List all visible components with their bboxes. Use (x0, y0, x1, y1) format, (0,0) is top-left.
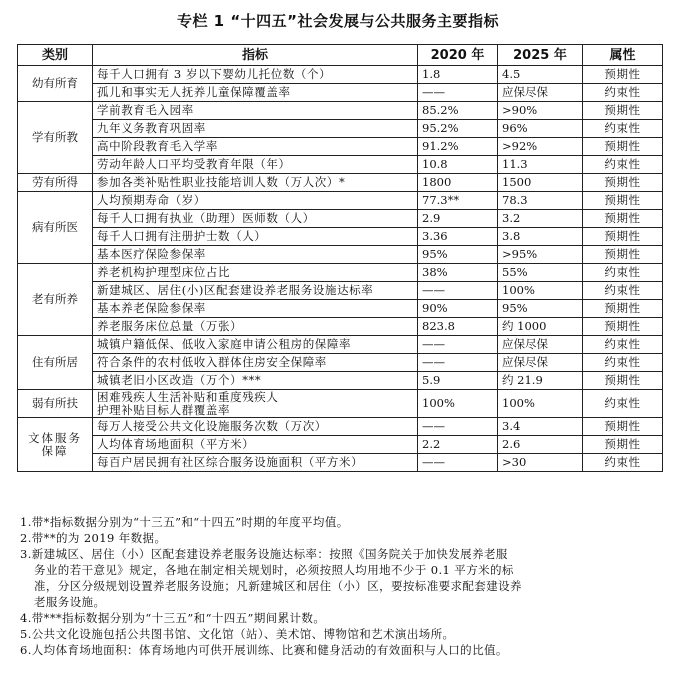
footnote-line: 3.新建城区、居住（小）区配套建设养老服务设施达标率：按照《国务院关于加快发展养老服 (20, 547, 508, 561)
table-title: 专栏 1 “十四五”社会发展与公共服务主要指标 (176, 12, 500, 30)
value-2025-cell: >90% (498, 102, 583, 120)
indicator-cell: 基本养老保险参保率 (93, 300, 418, 318)
table-row (18, 66, 663, 84)
indicator-cell: 每万人接受公共文化设施服务次数（万次） (93, 418, 418, 436)
value-2025-cell: 应保尽保 (498, 84, 583, 102)
value-2020-cell: 2.9 (418, 210, 498, 228)
table-row (18, 174, 663, 192)
value-2020-cell: 95.2% (418, 120, 498, 138)
value-2020-cell: 95% (418, 246, 498, 264)
indicators-table (17, 44, 663, 472)
indicator-cell: 养老机构护理型床位占比 (93, 264, 418, 282)
table-row (18, 156, 663, 174)
value-2025-cell: 55% (498, 264, 583, 282)
value-2025-cell: 4.5 (498, 66, 583, 84)
attribute-cell: 预期性 (583, 300, 663, 318)
attribute-cell: 预期性 (583, 228, 663, 246)
attribute-cell: 预期性 (583, 418, 663, 436)
header-2025: 2025 年 (498, 45, 583, 66)
value-2020-cell: 10.8 (418, 156, 498, 174)
indicator-cell: 城镇老旧小区改造（万个）*** (93, 372, 418, 390)
indicator-cell: 孤儿和事实无人抚养儿童保障覆盖率 (93, 84, 418, 102)
indicator-cell: 人均体育场地面积（平方米） (93, 436, 418, 454)
attribute-cell: 预期性 (583, 318, 663, 336)
header-category: 类别 (18, 45, 93, 66)
value-2025-cell: 100% (498, 390, 583, 418)
table-row (18, 192, 663, 210)
indicator-cell: 九年义务教育巩固率 (93, 120, 418, 138)
value-2020-cell: 77.3** (418, 192, 498, 210)
value-2025-cell: 3.2 (498, 210, 583, 228)
attribute-cell: 约束性 (583, 156, 663, 174)
value-2020-cell: 823.8 (418, 318, 498, 336)
category-cell: 劳有所得 (18, 174, 93, 192)
value-2025-cell: 1500 (498, 174, 583, 192)
value-2025-cell: 100% (498, 282, 583, 300)
indicator-cell: 基本医疗保险参保率 (93, 246, 418, 264)
category-cell: 住有所居 (18, 336, 93, 390)
value-2025-cell: 约 1000 (498, 318, 583, 336)
attribute-cell: 约束性 (583, 390, 663, 418)
attribute-cell: 预期性 (583, 436, 663, 454)
attribute-cell: 约束性 (583, 264, 663, 282)
attribute-cell: 预期性 (583, 192, 663, 210)
indicator-cell: 学前教育毛入园率 (93, 102, 418, 120)
value-2025-cell: 95% (498, 300, 583, 318)
table-row (18, 282, 663, 300)
value-2020-cell: 2.2 (418, 436, 498, 454)
indicator-cell: 劳动年龄人口平均受教育年限（年） (93, 156, 418, 174)
value-2020-cell: 85.2% (418, 102, 498, 120)
value-2025-cell: >95% (498, 246, 583, 264)
attribute-cell: 预期性 (583, 138, 663, 156)
value-2020-cell: 91.2% (418, 138, 498, 156)
value-2020-cell: —— (418, 454, 498, 472)
indicator-cell: 人均预期寿命（岁） (93, 192, 418, 210)
table-row (18, 228, 663, 246)
attribute-cell: 约束性 (583, 84, 663, 102)
table-row (18, 138, 663, 156)
category-cell: 学有所教 (18, 102, 93, 174)
footnote-line: 务业的若干意见》规定，各地在制定相关规划时，必须按照人均用地不少于 0.1 平方米的标 (34, 563, 514, 577)
header-2020: 2020 年 (418, 45, 498, 66)
indicator-cell: 每千人口拥有执业（助理）医师数（人） (93, 210, 418, 228)
value-2025-cell: 2.6 (498, 436, 583, 454)
table-row (18, 264, 663, 282)
value-2020-cell: —— (418, 282, 498, 300)
attribute-cell: 预期性 (583, 372, 663, 390)
value-2025-cell: >30 (498, 454, 583, 472)
footnote-line: 老服务设施。 (34, 595, 106, 609)
value-2020-cell: 1.8 (418, 66, 498, 84)
footnote (20, 546, 660, 610)
attribute-cell: 约束性 (583, 354, 663, 372)
footnote: 5.公共文化设施包括公共图书馆、文化馆（站）、美术馆、博物馆和艺术演出场所。 (20, 627, 455, 641)
footnotes (20, 514, 660, 658)
category-line: 保障 (41, 443, 69, 458)
attribute-cell: 预期性 (583, 102, 663, 120)
table-row (18, 354, 663, 372)
table-row (18, 102, 663, 120)
attribute-cell: 预期性 (583, 210, 663, 228)
value-2020-cell: —— (418, 354, 498, 372)
category-line: 文体服务 (28, 430, 82, 445)
attribute-cell: 预期性 (583, 174, 663, 192)
header-indicator: 指标 (93, 45, 418, 66)
indicator-cell: 每千人口拥有 3 岁以下婴幼儿托位数（个） (93, 66, 418, 84)
table-row (18, 372, 663, 390)
value-2020-cell: —— (418, 84, 498, 102)
category-cell: 弱有所扶 (18, 390, 93, 418)
table-row (18, 246, 663, 264)
value-2020-cell: 5.9 (418, 372, 498, 390)
indicator-line: 护理补贴目标人群覆盖率 (97, 402, 231, 417)
value-2025-cell: 11.3 (498, 156, 583, 174)
header-row (18, 45, 663, 66)
value-2020-cell: —— (418, 418, 498, 436)
table-row (18, 84, 663, 102)
header-attribute: 属性 (583, 45, 663, 66)
value-2020-cell: 3.36 (418, 228, 498, 246)
value-2025-cell: 3.8 (498, 228, 583, 246)
attribute-cell: 预期性 (583, 66, 663, 84)
indicator-cell: 每百户居民拥有社区综合服务设施面积（平方米） (93, 454, 418, 472)
footnote: 4.带***指标数据分别为“十三五”和“十四五”期间累计数。 (20, 611, 326, 625)
indicator-cell (93, 390, 418, 418)
value-2020-cell: 100% (418, 390, 498, 418)
attribute-cell: 约束性 (583, 454, 663, 472)
attribute-cell: 约束性 (583, 282, 663, 300)
indicator-cell: 每千人口拥有注册护士数（人） (93, 228, 418, 246)
indicator-cell: 高中阶段教育毛入学率 (93, 138, 418, 156)
table-row (18, 336, 663, 354)
footnote-line: 准，分区分级规划设置养老服务设施；凡新建城区和居住（小）区，要按标准要求配套建设养 (34, 579, 522, 593)
value-2025-cell: 78.3 (498, 192, 583, 210)
category-cell: 老有所养 (18, 264, 93, 336)
table-row (18, 318, 663, 336)
category-cell (18, 418, 93, 472)
value-2025-cell: 3.4 (498, 418, 583, 436)
category-cell: 病有所医 (18, 192, 93, 264)
indicator-cell: 符合条件的农村低收入群体住房安全保障率 (93, 354, 418, 372)
table-row (18, 120, 663, 138)
table-row (18, 300, 663, 318)
value-2025-cell: 应保尽保 (498, 354, 583, 372)
table-row (18, 436, 663, 454)
attribute-cell: 约束性 (583, 120, 663, 138)
footnote: 6.人均体育场地面积：体育场地内可供开展训练、比赛和健身活动的有效面积与人口的比值。 (20, 643, 508, 657)
indicator-cell: 新建城区、居住(小)区配套建设养老服务设施达标率 (93, 282, 418, 300)
value-2020-cell: 1800 (418, 174, 498, 192)
table-row (18, 210, 663, 228)
table-row (18, 390, 663, 418)
indicator-cell: 城镇户籍低保、低收入家庭申请公租房的保障率 (93, 336, 418, 354)
value-2025-cell: >92% (498, 138, 583, 156)
value-2020-cell: 90% (418, 300, 498, 318)
value-2020-cell: 38% (418, 264, 498, 282)
value-2025-cell: 应保尽保 (498, 336, 583, 354)
indicator-cell: 养老服务床位总量（万张） (93, 318, 418, 336)
value-2025-cell: 96% (498, 120, 583, 138)
table-row (18, 418, 663, 436)
footnote: 2.带**的为 2019 年数据。 (20, 531, 167, 545)
value-2020-cell: —— (418, 336, 498, 354)
attribute-cell: 约束性 (583, 336, 663, 354)
value-2025-cell: 约 21.9 (498, 372, 583, 390)
category-cell: 幼有所育 (18, 66, 93, 102)
attribute-cell: 预期性 (583, 246, 663, 264)
indicator-cell: 参加各类补贴性职业技能培训人数（万人次）* (93, 174, 418, 192)
footnote: 1.带*指标数据分别为“十三五”和“十四五”时期的年度平均值。 (20, 515, 349, 529)
table-row (18, 454, 663, 472)
indicator-line: 困难残疾人生活补贴和重度残疾人 (97, 389, 279, 404)
